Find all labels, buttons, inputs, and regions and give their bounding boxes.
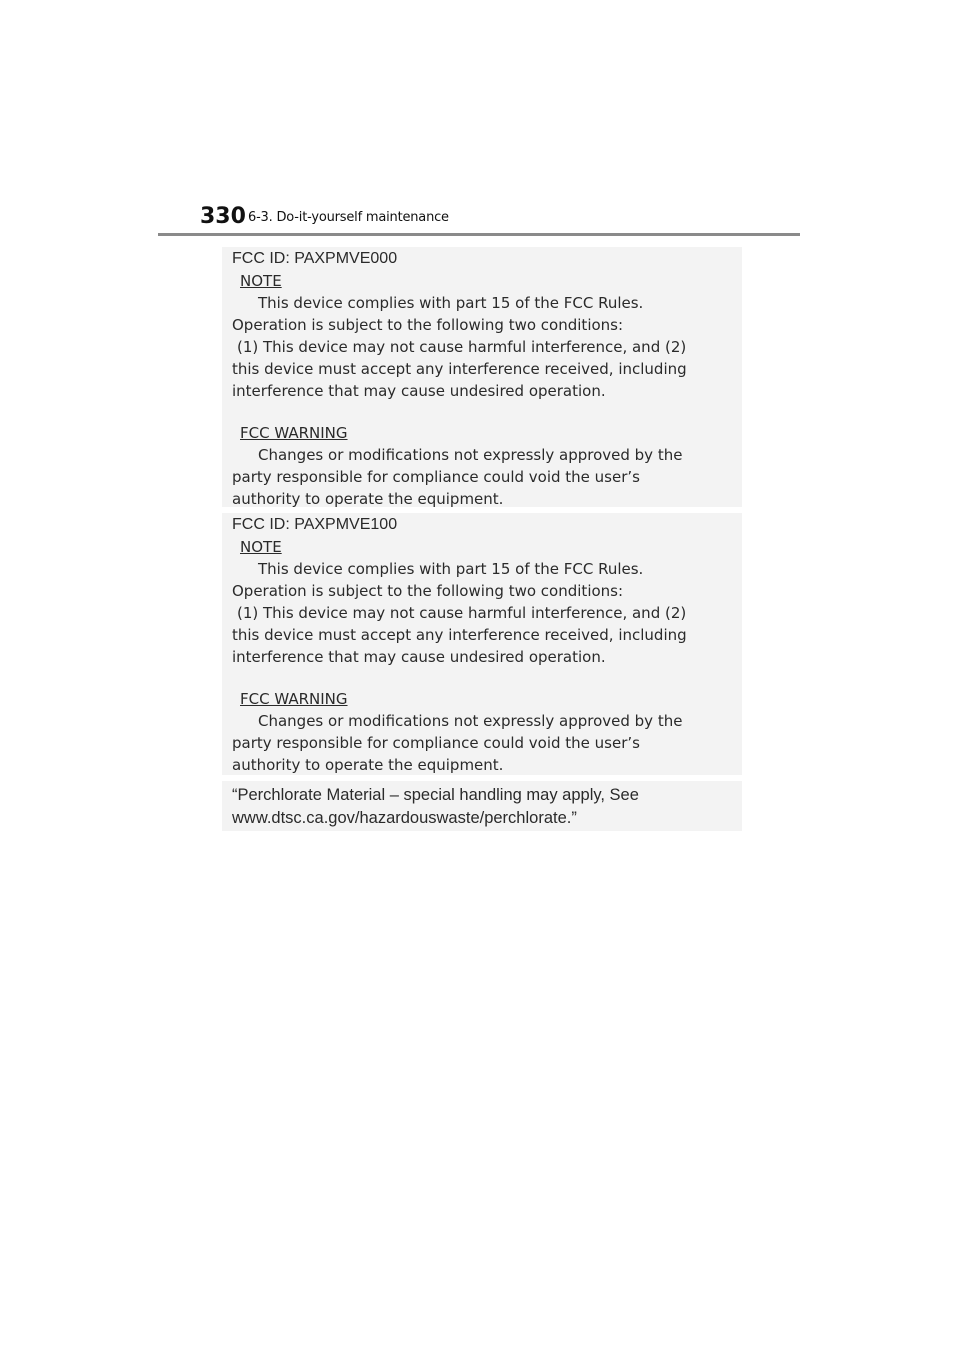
warning-heading: FCC WARNING — [240, 690, 348, 708]
page-header — [200, 204, 800, 234]
note-heading: NOTE — [240, 272, 282, 290]
spacer — [232, 402, 742, 422]
fcc-notice-panel — [222, 513, 742, 775]
note-line: Operation is subject to the following two conditions: — [232, 316, 624, 334]
note-heading: NOTE — [240, 538, 282, 556]
warning-line: authority to operate the equipment. — [232, 490, 504, 508]
spacer — [232, 668, 742, 688]
fcc-notice-panel — [222, 247, 742, 507]
warning-line: party responsible for compliance could void the user’s — [232, 468, 640, 486]
perchlorate-line: “Perchlorate Material – special handling may apply, See — [232, 786, 639, 804]
warning-heading: FCC WARNING — [240, 424, 348, 442]
perchlorate-line: www.dtsc.ca.gov/hazardouswaste/perchlorate.” — [232, 809, 577, 827]
note-line: (1) This device may not cause harmful interference, and (2) — [237, 604, 687, 622]
warning-line: Changes or modifications not expressly approved by the — [258, 712, 683, 730]
fcc-id: FCC ID: PAXPMVE100 — [232, 516, 398, 533]
note-line: This device complies with part 15 of the FCC Rules. — [258, 294, 644, 312]
note-line: this device must accept any interference received, including — [232, 360, 687, 378]
page-number: 330 — [200, 204, 246, 229]
header-divider — [158, 233, 800, 236]
note-line: (1) This device may not cause harmful interference, and (2) — [237, 338, 687, 356]
note-line: This device complies with part 15 of the FCC Rules. — [258, 560, 644, 578]
fcc-id: FCC ID: PAXPMVE000 — [232, 250, 398, 267]
note-line: interference that may cause undesired operation. — [232, 382, 606, 400]
note-line: Operation is subject to the following two conditions: — [232, 582, 624, 600]
note-line: interference that may cause undesired operation. — [232, 648, 606, 666]
section-title: 6-3. Do-it-yourself maintenance — [248, 210, 449, 225]
perchlorate-notice — [222, 781, 742, 831]
warning-line: authority to operate the equipment. — [232, 756, 504, 774]
note-line: this device must accept any interference received, including — [232, 626, 687, 644]
warning-line: Changes or modifications not expressly approved by the — [258, 446, 683, 464]
warning-line: party responsible for compliance could void the user’s — [232, 734, 640, 752]
